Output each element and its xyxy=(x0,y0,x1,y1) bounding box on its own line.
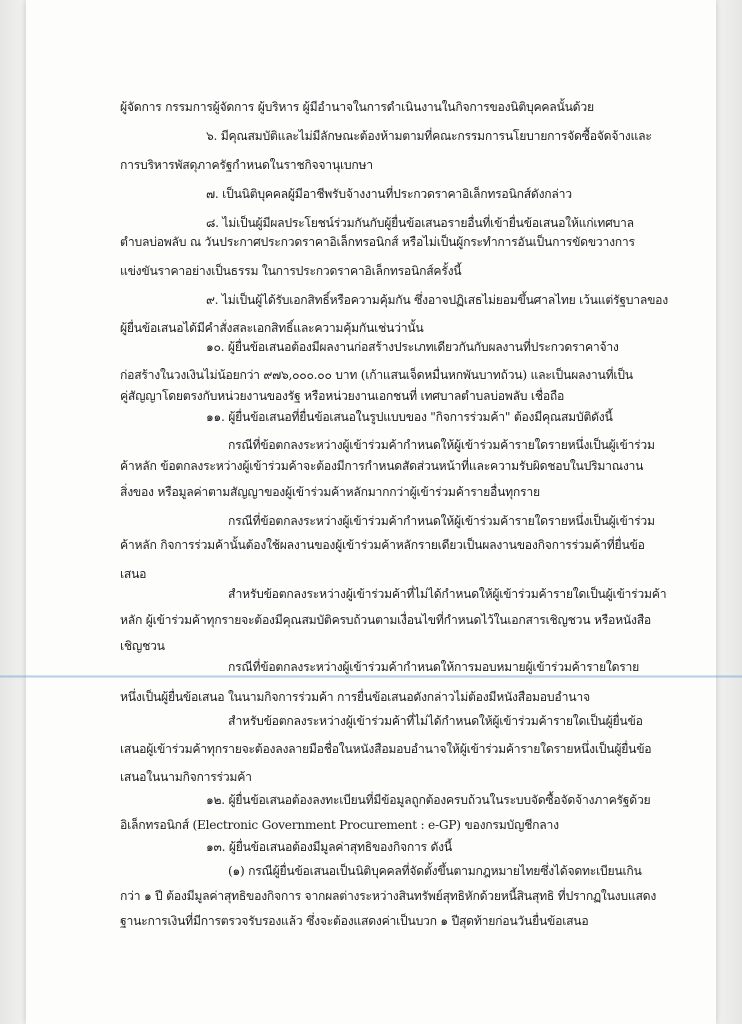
text-line: ๑๐. ผู้ยื่นข้อเสนอต้องมีผลงานก่อสร้างประเภทเดียวกันกับผลงานที่ประกวดราคาจ้าง xyxy=(206,340,619,354)
text-line: ฐานะการเงินที่มีการตรวจรับรองแล้ว ซึ่งจะต้องแสดงค่าเป็นบวก ๑ ปีสุดท้ายก่อนวันยื่นข้อเสนอ xyxy=(120,914,589,928)
text-line: กรณีที่ข้อตกลงระหว่างผู้เข้าร่วมค้ากำหนดให้ผู้เข้าร่วมค้ารายใดรายหนึ่งเป็นผู้เข้าร่วม xyxy=(228,514,655,528)
text-line: คู่สัญญาโดยตรงกับหน่วยงานของรัฐ หรือหน่วยงานเอกชนที่ เทศบาลตำบลบ่อพลับ เชื่อถือ xyxy=(120,389,565,403)
text-line: หลัก ผู้เข้าร่วมค้าทุกรายจะต้องมีคุณสมบัติครบถ้วนตามเงื่อนไขที่กำหนดไว้ในเอกสารเชิญชวน หรือหนังสือ xyxy=(120,613,651,627)
text-line: หนึ่งเป็นผู้ยื่นข้อเสนอ ในนามกิจการร่วมค้า การยื่นข้อเสนอดังกล่าวไม่ต้องมีหนังสือมอบอำนาจ xyxy=(120,690,590,704)
text-line: กว่า ๑ ปี ต้องมีมูลค่าสุทธิของกิจการ จากผลต่างระหว่างสินทรัพย์สุทธิหักด้วยหนี้สินสุทธิ ที่ปรากฏในงบแสดง xyxy=(120,889,657,903)
text-line: เสนอ xyxy=(120,567,147,581)
text-line: เสนอในนามกิจการร่วมค้า xyxy=(120,770,252,784)
text-line: ตำบลบ่อพลับ ณ วันประกาศประกวดราคาอิเล็กทรอนิกส์ หรือไม่เป็นผู้กระทำการอันเป็นการขัดขวางการ xyxy=(120,235,635,249)
scan-artifact-line xyxy=(0,675,742,678)
text-line: แข่งขันราคาอย่างเป็นธรรม ในการประกวดราคาอิเล็กทรอนิกส์ครั้งนี้ xyxy=(120,264,462,278)
page-shadow-right xyxy=(716,0,742,1024)
text-line: สิ่งของ หรือมูลค่าตามสัญญาของผู้เข้าร่วมค้าหลักมากกว่าผู้เข้าร่วมค้ารายอื่นทุกราย xyxy=(120,485,540,499)
text-line: สำหรับข้อตกลงระหว่างผู้เข้าร่วมค้าที่ไม่ได้กำหนดให้ผู้เข้าร่วมค้ารายใดเป็นผู้ยื่นข้อ xyxy=(228,714,643,728)
text-line: สำหรับข้อตกลงระหว่างผู้เข้าร่วมค้าที่ไม่ได้กำหนดให้ผู้เข้าร่วมค้ารายใดเป็นผู้เข้าร่วมค้า xyxy=(228,587,667,601)
text-line: ค้าหลัก ข้อตกลงระหว่างผู้เข้าร่วมค้าจะต้องมีการกำหนดสัดส่วนหน้าที่และความรับผิดชอบในปริมาณงาน xyxy=(120,459,644,473)
text-line: ผู้จัดการ กรรมการผู้จัดการ ผู้บริหาร ผู้มีอำนาจในการดำเนินงานในกิจการของนิติบุคคลนั้นด้วย xyxy=(120,100,594,114)
text-line: กรณีที่ข้อตกลงระหว่างผู้เข้าร่วมค้ากำหนดให้การมอบหมายผู้เข้าร่วมค้ารายใดราย xyxy=(228,660,640,674)
text-line: เชิญชวน xyxy=(120,639,165,653)
text-line: ๙. ไม่เป็นผู้ได้รับเอกสิทธิ์หรือความคุ้มกัน ซึ่งอาจปฏิเสธไม่ยอมขึ้นศาลไทย เว้นแต่รัฐบาลของ xyxy=(206,293,668,307)
text-line: อิเล็กทรอนิกส์ (Electronic Government Procurement : e-GP) ของกรมบัญชีกลาง xyxy=(120,818,559,832)
text-line: ๘. ไม่เป็นผู้มีผลประโยชน์ร่วมกันกับผู้ยื่นข้อเสนอรายอื่นที่เข้ายื่นข้อเสนอให้แก่เทศบาล xyxy=(206,216,634,230)
text-line: ๑๒. ผู้ยื่นข้อเสนอต้องลงทะเบียนที่มีข้อมูลถูกต้องครบถ้วนในระบบจัดซื้อจัดจ้างภาครัฐด้วย xyxy=(206,793,651,807)
text-line: ๑๑. ผู้ยื่นข้อเสนอที่ยื่นข้อเสนอในรูปแบบของ "กิจการร่วมค้า" ต้องมีคุณสมบัติดังนี้ xyxy=(206,410,613,424)
text-line: ผู้ยื่นข้อเสนอได้มีคำสั่งสละเอกสิทธิ์และความคุ้มกันเช่นว่านั้น xyxy=(120,321,424,335)
text-line: กรณีที่ข้อตกลงระหว่างผู้เข้าร่วมค้ากำหนดให้ผู้เข้าร่วมค้ารายใดรายหนึ่งเป็นผู้เข้าร่วม xyxy=(228,438,655,452)
text-line: ๗. เป็นนิติบุคคลผู้มีอาชีพรับจ้างงานที่ประกวดราคาอิเล็กทรอนิกส์ดังกล่าว xyxy=(206,187,572,201)
text-line: ก่อสร้างในวงเงินไม่น้อยกว่า ๙๗๖,๐๐๐.๐๐ บาท (เก้าแสนเจ็ดหมื่นหกพันบาทถ้วน) และเป็นผลงานที่เป็น xyxy=(120,368,633,382)
text-line: ๖. มีคุณสมบัติและไม่มีลักษณะต้องห้ามตามที่คณะกรรมการนโยบายการจัดซื้อจัดจ้างและ xyxy=(206,129,652,143)
page-shadow-left xyxy=(0,0,26,1024)
text-line: (๑) กรณีผู้ยื่นข้อเสนอเป็นนิติบุคคลที่จัดตั้งขึ้นตามกฎหมายไทยซึ่งได้จดทะเบียนเกิน xyxy=(228,864,642,878)
text-line: เสนอผู้เข้าร่วมค้าทุกรายจะต้องลงลายมือชื่อในหนังสือมอบอำนาจให้ผู้เข้าร่วมค้ารายใดรายหนึ่งเป็นผู้ยื่นข้อ xyxy=(120,742,652,756)
text-line: การบริหารพัสดุภาครัฐกำหนดในราชกิจจานุเบกษา xyxy=(120,158,373,172)
text-line: ค้าหลัก กิจการร่วมค้านั้นต้องใช้ผลงานของผู้เข้าร่วมค้าหลักรายเดียวเป็นผลงานของกิจการร่วมค้าที่ยื่นข้อ xyxy=(120,538,645,552)
document-page xyxy=(26,0,716,1024)
text-line: ๑๓. ผู้ยื่นข้อเสนอต้องมีมูลค่าสุทธิของกิจการ ดังนี้ xyxy=(206,840,452,854)
